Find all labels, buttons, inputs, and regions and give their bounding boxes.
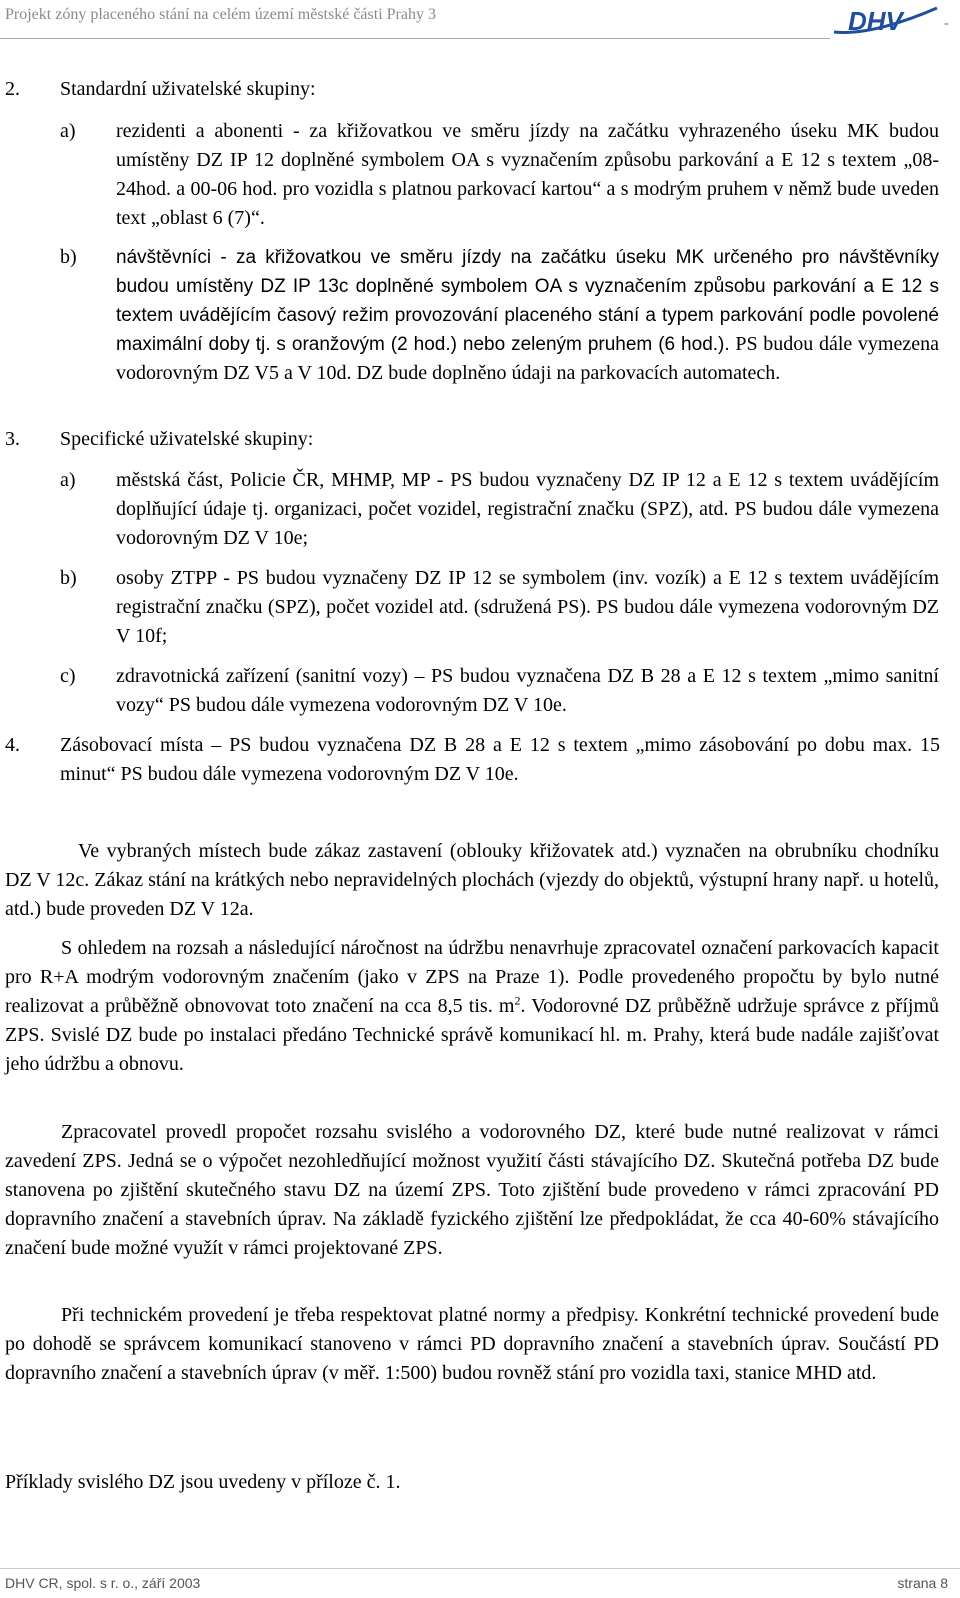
header-title: Projekt zóny placeného stání na celém území městské části Prahy 3 — [5, 6, 436, 23]
header-dash: - — [944, 16, 949, 31]
paragraph-technical: Při technickém provedení je třeba respektovat platné normy a předpisy. Konkrétní technické provedení bude po dohodě se správcem komunikací stanoveno v rámci PD dopravního značení a stavebních úprav. Součástí PD dopravního značení a stavebních úprav (v měř. 1:500) budou rovněž stání pro vozidla taxi, stanice MHD atd. — [5, 1304, 939, 1384]
dhv-logo — [832, 2, 942, 42]
section-3a-text: městská část, Policie ČR, MHMP, MP - PS budou vyznačeny DZ IP 12 a E 12 s textem uvádějícím doplňující údaje tj. organizaci, počet vozidel, registrační značku (SPZ), atd. PS budou dále vymezena vodorovným DZ V 10e; — [116, 469, 939, 549]
section-3a-label: a) — [60, 469, 76, 491]
paragraph-stopping-ban: Ve vybraných místech bude zákaz zastavení (oblouky křižovatek atd.) vyznačen na obrubníku chodníku DZ V 12c. Zákaz stání na krátkých nebo nepravidelných plochách (vjezdy do objektů, výstupní hrany např. u hotelů, atd.) bude proveden DZ V 12a. — [5, 840, 939, 920]
paragraph-calculation: Zpracovatel provedl propočet rozsahu svislého a vodorovného DZ, které bude nutné realizovat v rámci zavedení ZPS. Jedná se o výpočet nezohledňující možnost využití části stávajícího DZ. Skutečná potřeba DZ bude stanovena po zjištění skutečného stavu DZ na území ZPS. Toto zjištění bude provedeno v rámci zpracování PD dopravního značení a stavebních úprav. Na základě fyzického zjištění lze předpokládat, že cca 40-60% stávajícího značení bude možné využít v rámci projektované ZPS. — [5, 1121, 939, 1259]
section-3c-label: c) — [60, 665, 76, 687]
section-3c-text: zdravotnická zařízení (sanitní vozy) – PS budou vyznačena DZ B 28 a E 12 s textem „mimo sanitní vozy“ PS budou dále vymezena vodorovným DZ V 10e. — [116, 665, 939, 716]
section-2-title: Standardní uživatelské skupiny: — [60, 78, 316, 100]
section-2b-text-sans: návštěvníci - za křižovatkou ve směru jízdy na začátku úseku MK určeného pro návštěvníky budou umístěny DZ IP 13c doplněné symbolem OA s vyznačením způsobu parkování a E 12 s textem uvádějícím časový režim provozování placeného stání a typem parkování podle povolené maximální doby tj. s oranžovým (2 hod.) nebo zeleným pruhem (6 hod.). — [116, 247, 939, 355]
header-divider — [0, 38, 830, 39]
section-4-text: Zásobovací místa – PS budou vyznačena DZ B 28 a E 12 s textem „mimo zásobování po dobu max. 15 minut“ PS budou dále vymezena vodorovným DZ V 10e. — [60, 734, 940, 785]
superscript-2: 2 — [514, 993, 521, 1008]
section-3b-text: osoby ZTPP - PS budou vyznačeny DZ IP 12 se symbolem (inv. vozík) a E 12 s textem uvádějícím registrační značku (SPZ), počet vozidel atd. (sdružená PS). PS budou dále vymezena vodorovným DZ V 10f; — [116, 567, 939, 647]
section-2b-text — [116, 243, 939, 388]
footer-company: DHV CR, spol. s r. o., září 2003 — [5, 1575, 201, 1591]
footer-page-number: strana 8 — [897, 1575, 948, 1591]
paragraph-maintenance-a: S ohledem na rozsah a následující náročnost na údržbu nenavrhuje zpracovatel označení parkovacích kapacit pro R+A modrým vodorovným značením (jako v ZPS na Praze 1). Podle provedeného propočtu by bylo nutné realizovat a průběžně obnovovat toto značení na cca 8,5 tis. m — [5, 937, 939, 1017]
section-2b-text-serif: PS budou dále vymezena vodorovným DZ V5 a V 10d. DZ bude doplněno údaji na parkovacích automatech. — [116, 333, 939, 384]
section-3-number: 3. — [5, 428, 20, 450]
paragraph-maintenance — [5, 934, 939, 1079]
section-4-number: 4. — [5, 734, 20, 756]
section-2a-text: rezidenti a abonenti - za křižovatkou ve směru jízdy na začátku vyhrazeného úseku MK budou umístěny DZ IP 12 doplněné symbolem OA s vyznačením způsobu parkování a E 12 s textem „08-24hod. a 00-06 hod. pro vozidla s platnou parkovací kartou“ a s modrým pruhem v němž bude uveden text „oblast 6 (7)“. — [116, 120, 939, 229]
section-3-title: Specifické uživatelské skupiny: — [60, 428, 314, 450]
svg-text:DHV: DHV — [848, 6, 903, 36]
paragraph-maintenance-b: . Vodorovné DZ průběžně udržuje správce z příjmů ZPS. Svislé DZ bude po instalaci předáno Technické správě komunikací hl. m. Prahy, která bude nadále zajišťovat jeho údržbu a obnovu. — [5, 995, 940, 1075]
section-3b-label: b) — [60, 567, 77, 589]
section-2b-label: b) — [60, 246, 77, 268]
section-2-number: 2. — [5, 78, 20, 100]
page-header — [0, 0, 960, 42]
footer-divider — [0, 1568, 960, 1569]
section-2a-label: a) — [60, 120, 76, 142]
paragraph-examples: Příklady svislého DZ jsou uvedeny v příloze č. 1. — [5, 1471, 401, 1493]
